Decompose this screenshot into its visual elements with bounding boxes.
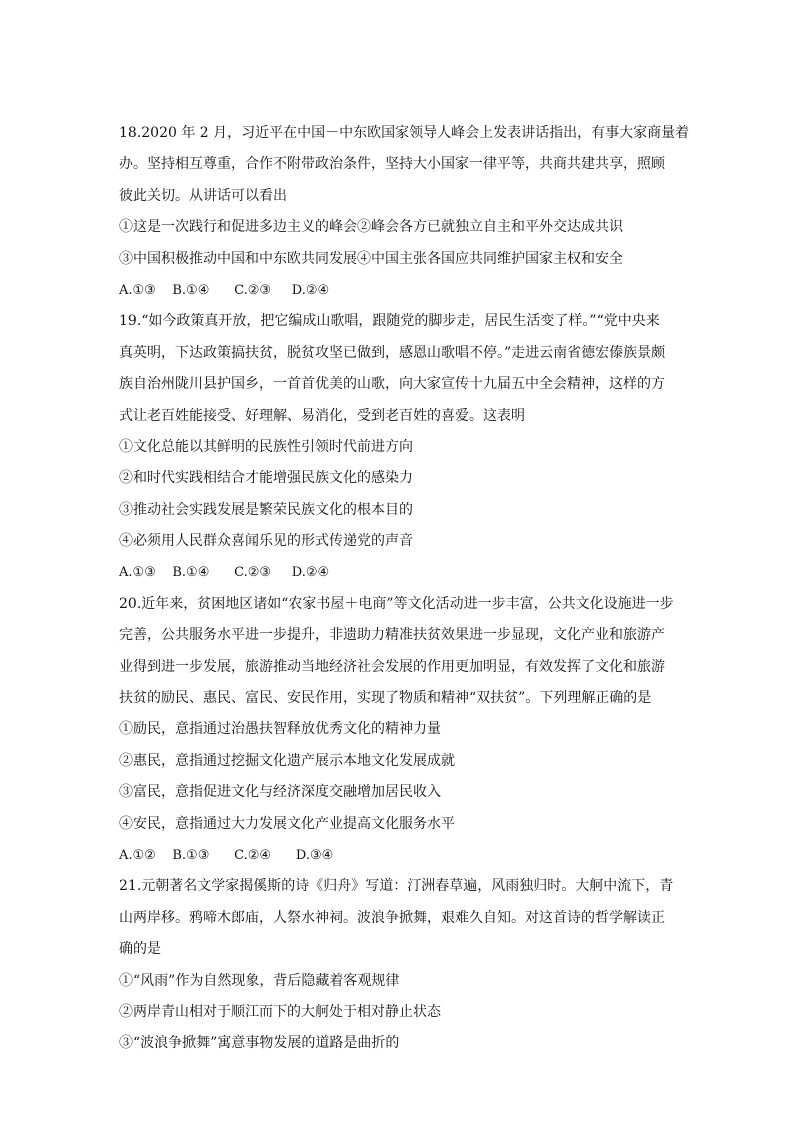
question-21 bbox=[119, 871, 679, 1059]
question-stem-line: 山两岸移。鸦啼木郎庙，人祭水神祠。波浪争掀舞，艰难久自知。对这首诗的哲学解读正 bbox=[119, 909, 665, 926]
question-stem-line: 19.“如今政策真开放，把它编成山歌唱，跟随党的脚步走，居民生活变了样。”“党中央来 bbox=[119, 313, 660, 330]
statement-option: ③中国积极推动中国和中东欧共同发展④中国主张各国应共同维护国家主权和安全 bbox=[119, 250, 623, 267]
question-20 bbox=[119, 589, 679, 872]
question-stem-line: 族自治州陇川县护国乡，一首首优美的山歌，向大家宣传十九届五中全会精神，这样的方 bbox=[119, 376, 665, 393]
statement-option: ②和时代实践相结合才能增强民族文化的感染力 bbox=[119, 470, 413, 487]
statement-option: ②惠民，意指通过挖掘文化遗产展示本地文化发展成就 bbox=[119, 752, 455, 769]
question-stem-line: 确的是 bbox=[119, 941, 161, 958]
question-stem-line: 业得到进一步发展，旅游推动当地经济社会发展的作用更加明显，有效发挥了文化和旅游 bbox=[119, 658, 665, 675]
question-stem-line: 式让老百姓能接受、好理解、易消化，受到老百姓的喜爱。这表明 bbox=[119, 407, 525, 424]
question-stem-line: 彼此关切。从讲话可以看出 bbox=[119, 187, 287, 204]
question-stem-line: 真英明，下达政策搞扶贫，脱贫攻坚已做到，感恩山歌唱不停。”走进云南省德宏傣族景颇 bbox=[119, 344, 666, 361]
statement-option: ①这是一次践行和促进多边主义的峰会②峰会各方已就独立自主和平外交达成共识 bbox=[119, 219, 623, 236]
question-stem-line: 办。坚持相互尊重，合作不附带政治条件，坚持大小国家一律平等，共商共建共享，照顾 bbox=[119, 156, 665, 173]
question-18 bbox=[119, 118, 690, 306]
answer-choices: A.①③ B.①④ C.②③ D.②④ bbox=[119, 565, 330, 581]
question-stem-line: 扶贫的励民、惠民、富民、安民作用，实现了物质和精神“双扶贫”。下列理解正确的是 bbox=[119, 690, 652, 707]
exam-page bbox=[119, 118, 690, 1060]
statement-option: ④必须用人民群众喜闻乐见的形式传递党的声音 bbox=[119, 533, 413, 550]
statement-option: ③推动社会实践发展是繁荣民族文化的根本目的 bbox=[119, 501, 413, 518]
statement-option: ②两岸青山相对于顺江而下的大舸处于相对静止状态 bbox=[119, 1003, 441, 1020]
statement-option: ①“风雨”作为自然现象，背后隐藏着客观规律 bbox=[119, 972, 400, 989]
question-stem-line: 21.元朝著名文学家揭傒斯的诗《归舟》写道：汀洲春草遍，风雨独归时。大舸中流下，青 bbox=[119, 878, 674, 895]
statement-option: ③富民，意指促进文化与经济深度交融增加居民收入 bbox=[119, 784, 441, 801]
answer-choices: A.①③ B.①④ C.②③ D.②④ bbox=[119, 282, 330, 298]
question-stem-line: 完善，公共服务水平进一步提升，非遗助力精准扶贫效果进一步显现，文化产业和旅游产 bbox=[119, 627, 665, 644]
statement-option: ①文化总能以其鲜明的民族性引领时代前进方向 bbox=[119, 438, 413, 455]
statement-option: ③“波浪争掀舞”寓意事物发展的道路是曲折的 bbox=[119, 1035, 400, 1052]
statement-option: ④安民，意指通过大力发展文化产业提高文化服务水平 bbox=[119, 815, 455, 832]
answer-choices: A.①② B.①③ C.②④ D.③④ bbox=[119, 847, 334, 863]
statement-option: ①励民，意指通过治愚扶智释放优秀文化的精神力量 bbox=[119, 721, 441, 738]
question-19 bbox=[119, 306, 679, 589]
question-stem-line: 18.2020 年 2 月，习近平在中国－中东欧国家领导人峰会上发表讲话指出，有事大家商量着 bbox=[119, 125, 690, 141]
question-stem-line: 20.近年来，贫困地区诸如“农家书屋＋电商”等文化活动进一步丰富，公共文化设施进一步 bbox=[119, 595, 674, 612]
